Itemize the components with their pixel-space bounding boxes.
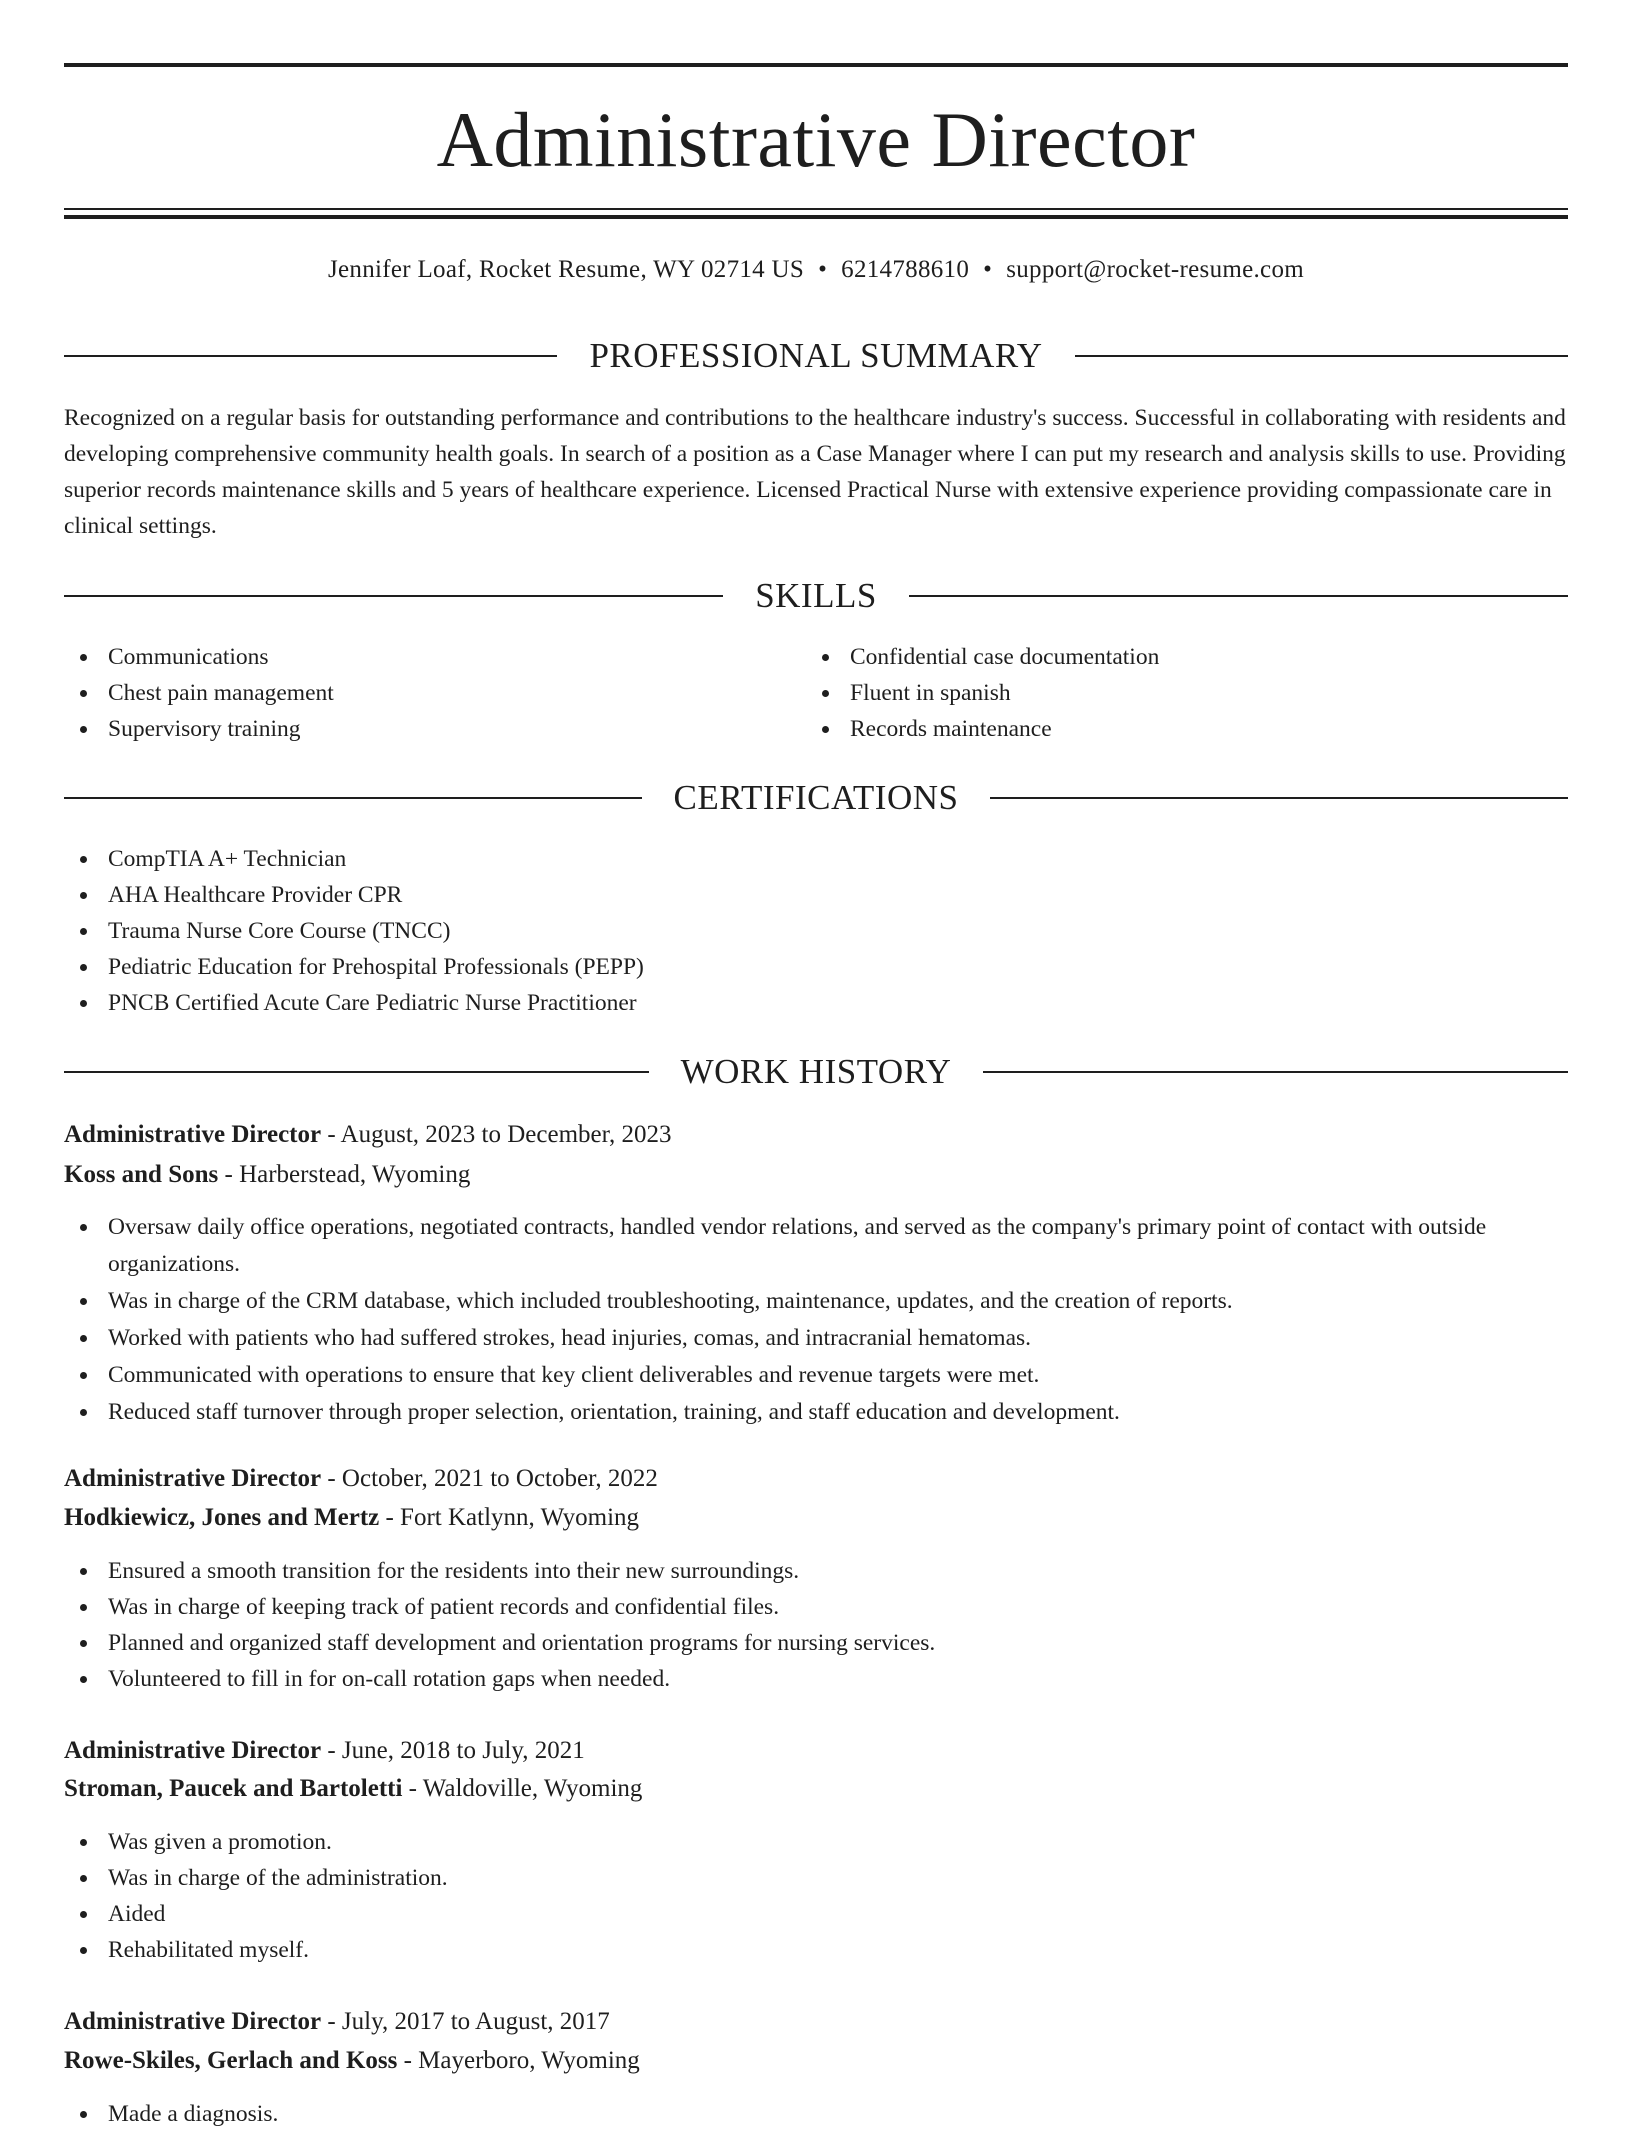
section-title: PROFESSIONAL SUMMARY	[589, 336, 1043, 375]
section-title: CERTIFICATIONS	[673, 778, 959, 817]
skill-item: Supervisory training	[64, 711, 804, 747]
job-duties-list	[64, 1824, 1568, 1968]
job-duty-item: Worked with patients who had suffered strokes, head injuries, comas, and intracranial hematomas.	[64, 1320, 1568, 1357]
contact-phone: 6214788610	[841, 256, 970, 283]
job-title-line	[64, 1117, 1568, 1153]
job-dates: - August, 2023 to December, 2023	[321, 1121, 672, 1148]
job-company-line	[64, 1771, 1568, 1807]
skill-item: Chest pain management	[64, 675, 804, 711]
section-header-summary	[64, 334, 1568, 378]
job-location: - Fort Katlynn, Wyoming	[379, 1504, 640, 1531]
job-dates: - June, 2018 to July, 2021	[321, 1737, 585, 1764]
certification-item: CompTIA A+ Technician	[64, 841, 1568, 877]
job-title: Administrative Director	[64, 1737, 322, 1764]
section-header-certifications	[64, 776, 1568, 820]
section-title: SKILLS	[755, 576, 877, 615]
contact-address: Jennifer Loaf, Rocket Resume, WY 02714 US	[327, 256, 805, 283]
job-duties-list	[64, 2096, 1568, 2132]
job-duty-item: Ensured a smooth transition for the residents into their new surroundings.	[64, 1553, 1568, 1589]
job-dates: - July, 2017 to August, 2017	[321, 2008, 610, 2035]
job-title-line	[64, 1733, 1568, 1769]
job-company: Rowe-Skiles, Gerlach and Koss	[64, 2047, 398, 2074]
skill-item: Communications	[64, 639, 804, 675]
certification-item: Trauma Nurse Core Course (TNCC)	[64, 913, 1568, 949]
job-company: Koss and Sons	[64, 1161, 219, 1188]
contact-separator: •	[983, 256, 993, 283]
job-duty-item: Volunteered to fill in for on-call rotation gaps when needed.	[64, 1661, 1568, 1697]
job-location: - Mayerboro, Wyoming	[397, 2047, 640, 2074]
job-duty-item: Rehabilitated myself.	[64, 1932, 1568, 1968]
section-rule	[64, 595, 723, 597]
job-duty-item: Made a diagnosis.	[64, 2096, 1568, 2132]
job-duty-item: Oversaw daily office operations, negotiated contracts, handled vendor relations, and served as the company's primary point of contact with outside organizations.	[64, 1209, 1568, 1283]
top-rule	[64, 63, 1568, 67]
job-company-line	[64, 1500, 1568, 1536]
job-duties-list	[64, 1209, 1568, 1431]
job-duty-item: Aided	[64, 1896, 1568, 1932]
skills-list-left	[64, 639, 804, 747]
section-rule	[909, 595, 1568, 597]
job-duty-item: Reduced staff turnover through proper selection, orientation, training, and staff education and development.	[64, 1394, 1568, 1431]
job-title-line	[64, 1461, 1568, 1497]
certification-item: Pediatric Education for Prehospital Professionals (PEPP)	[64, 949, 1568, 985]
skill-item: Records maintenance	[806, 711, 1546, 747]
job-location: - Harberstead, Wyoming	[218, 1161, 471, 1188]
section-rule	[64, 355, 557, 357]
section-rule	[64, 1071, 649, 1073]
summary-text: Recognized on a regular basis for outstanding performance and contributions to the healthcare industry's success. Successful in collaborating with residents and developing comprehensive community health goals. In search of a position as a Case Manager where I can put my research and analysis skills to use. Providing superior records maintenance skills and 5 years of healthcare experience. Licensed Practical Nurse with extensive experience providing compassionate care in clinical settings.	[64, 405, 1566, 539]
job-duty-item: Was in charge of the administration.	[64, 1860, 1568, 1896]
section-header-skills	[64, 574, 1568, 618]
job-duty-item: Communicated with operations to ensure that key client deliverables and revenue targets were met.	[64, 1357, 1568, 1394]
contact-email: support@rocket-resume.com	[1006, 256, 1304, 283]
section-rule	[990, 797, 1568, 799]
job-company: Hodkiewicz, Jones and Mertz	[64, 1504, 380, 1531]
title-rule-thin	[64, 208, 1568, 210]
skill-item: Fluent in spanish	[806, 675, 1546, 711]
job-duty-item: Was in charge of keeping track of patient records and confidential files.	[64, 1589, 1568, 1625]
section-header-work-history	[64, 1050, 1568, 1094]
section-rule	[64, 797, 642, 799]
job-title: Administrative Director	[64, 2008, 322, 2035]
job-title-line	[64, 2004, 1568, 2040]
job-company: Stroman, Paucek and Bartoletti	[64, 1775, 403, 1802]
job-duty-item: Was in charge of the CRM database, which included troubleshooting, maintenance, updates, and the creation of reports.	[64, 1283, 1568, 1320]
job-duties-list	[64, 1553, 1568, 1697]
job-duty-item: Planned and organized staff development and orientation programs for nursing services.	[64, 1625, 1568, 1661]
job-duty-item: Was given a promotion.	[64, 1824, 1568, 1860]
section-title: WORK HISTORY	[680, 1052, 952, 1091]
job-company-line	[64, 1157, 1568, 1193]
job-dates: - October, 2021 to October, 2022	[321, 1465, 658, 1492]
section-rule	[983, 1071, 1568, 1073]
section-rule	[1075, 355, 1568, 357]
skills-list-right	[806, 639, 1546, 747]
job-location: - Waldoville, Wyoming	[402, 1775, 643, 1802]
certification-item: AHA Healthcare Provider CPR	[64, 877, 1568, 913]
title-rule-thick	[64, 215, 1568, 219]
certification-item: PNCB Certified Acute Care Pediatric Nurse Practitioner	[64, 985, 1568, 1021]
skill-item: Confidential case documentation	[806, 639, 1546, 675]
contact-line	[64, 253, 1568, 287]
job-title: Administrative Director	[64, 1465, 322, 1492]
resume-title: Administrative Director	[436, 96, 1196, 183]
job-title: Administrative Director	[64, 1121, 322, 1148]
certifications-list	[64, 841, 1568, 1021]
contact-separator: •	[818, 256, 828, 283]
job-company-line	[64, 2043, 1568, 2079]
